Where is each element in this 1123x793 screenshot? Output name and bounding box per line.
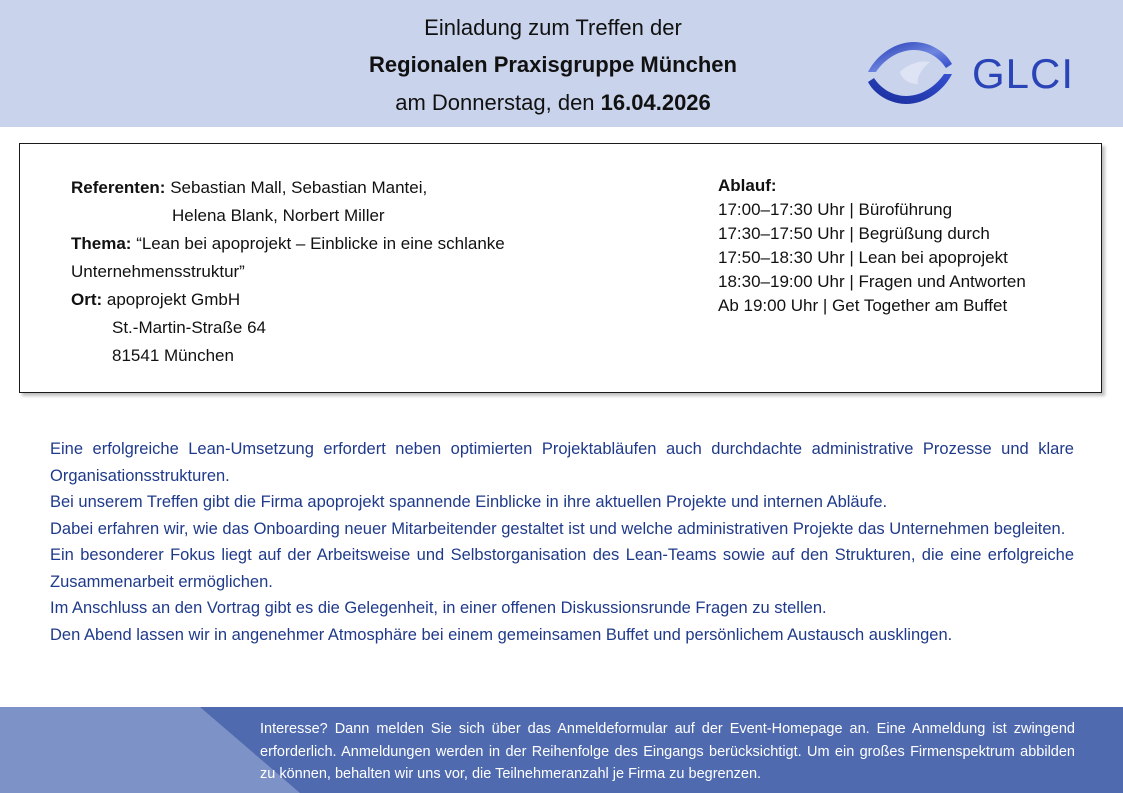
description-paragraph: Bei unserem Treffen gibt die Firma apoprojekt spannende Einblicke in ihre aktuellen Projekte und internen Abläufe. (50, 493, 888, 511)
registration-footer (0, 707, 1123, 793)
glci-logo-icon (860, 38, 960, 108)
schedule-label: Ablauf: (718, 176, 777, 195)
description-paragraph: Im Anschluss an den Vortrag gibt es die Gelegenheit, in einer offenen Diskussionsrunde Fragen zu stellen. (50, 599, 827, 617)
schedule-item: 17:50–18:30 Uhr | Lean bei apoprojekt (718, 248, 1008, 267)
speakers-line (71, 178, 427, 198)
location-city: 81541 München (112, 346, 234, 365)
schedule-item: Ab 19:00 Uhr | Get Together am Buffet (718, 296, 1008, 315)
event-date-line (230, 89, 876, 117)
speakers-names: Sebastian Mall, Sebastian Mantei, (165, 178, 428, 197)
schedule-item: 17:00–17:30 Uhr | Büroführung (718, 200, 953, 219)
logo-text: GLCI (972, 50, 1075, 97)
date-prefix: am Donnerstag, den (395, 90, 601, 115)
location-street: St.-Martin-Straße 64 (112, 318, 266, 337)
speakers-label: Referenten: (71, 178, 166, 197)
description-paragraph: Den Abend lassen wir in angenehmer Atmosphäre bei einem gemeinsamen Buffet und persönlichem Austausch ausklingen. (50, 625, 953, 644)
location-label: Ort: (71, 290, 103, 309)
header-banner (0, 0, 1123, 127)
topic-title-cont: Unternehmensstruktur” (71, 262, 245, 281)
location-company: apoprojekt GmbH (102, 290, 241, 309)
topic-label: Thema: (71, 234, 132, 253)
speakers-names-cont: Helena Blank, Norbert Miller (172, 206, 385, 225)
description-paragraph: Dabei erfahren wir, wie das Onboarding neuer Mitarbeitender gestaltet ist und welche administrativen Projekte das Unternehmen begleiten. (50, 519, 1066, 538)
schedule-item: 18:30–19:00 Uhr | Fragen und Antworten (718, 272, 1026, 291)
registration-note: Interesse? Dann melden Sie sich über das Anmeldeformular auf der Event-Homepage an. Eine Anmeldung ist zwingend erforderlich. Anmeldungen werden in der Reihenfolge des Eingangs berücksichtigt. Um ein großes Firmenspektrum abbilden zu können, behalten wir uns vor, die Teilnehmeranzahl je Firma zu begrenzen. (260, 721, 1075, 782)
topic-line (71, 234, 505, 254)
invitation-line: Einladung zum Treffen der (424, 15, 682, 40)
event-date: 16.04.2026 (600, 90, 711, 115)
group-name: Regionalen Praxisgruppe München (369, 52, 737, 77)
glci-logo (860, 38, 1090, 108)
location-line (71, 290, 240, 310)
event-description (50, 436, 1074, 648)
event-details-box (19, 143, 1102, 393)
description-paragraph: Eine erfolgreiche Lean-Umsetzung erfordert neben optimierten Projektabläufen auch durchdachte administrative Prozesse und klare Organisationsstrukturen. (50, 440, 1074, 485)
topic-title: “Lean bei apoprojekt – Einblicke in eine schlanke (131, 234, 505, 253)
description-paragraph: Ein besonderer Fokus liegt auf der Arbeitsweise und Selbstorganisation des Lean-Teams sowie auf den Strukturen, die eine erfolgreiche Zusammenarbeit ermöglichen. (50, 546, 1074, 591)
schedule-item: 17:30–17:50 Uhr | Begrüßung durch (718, 224, 990, 243)
